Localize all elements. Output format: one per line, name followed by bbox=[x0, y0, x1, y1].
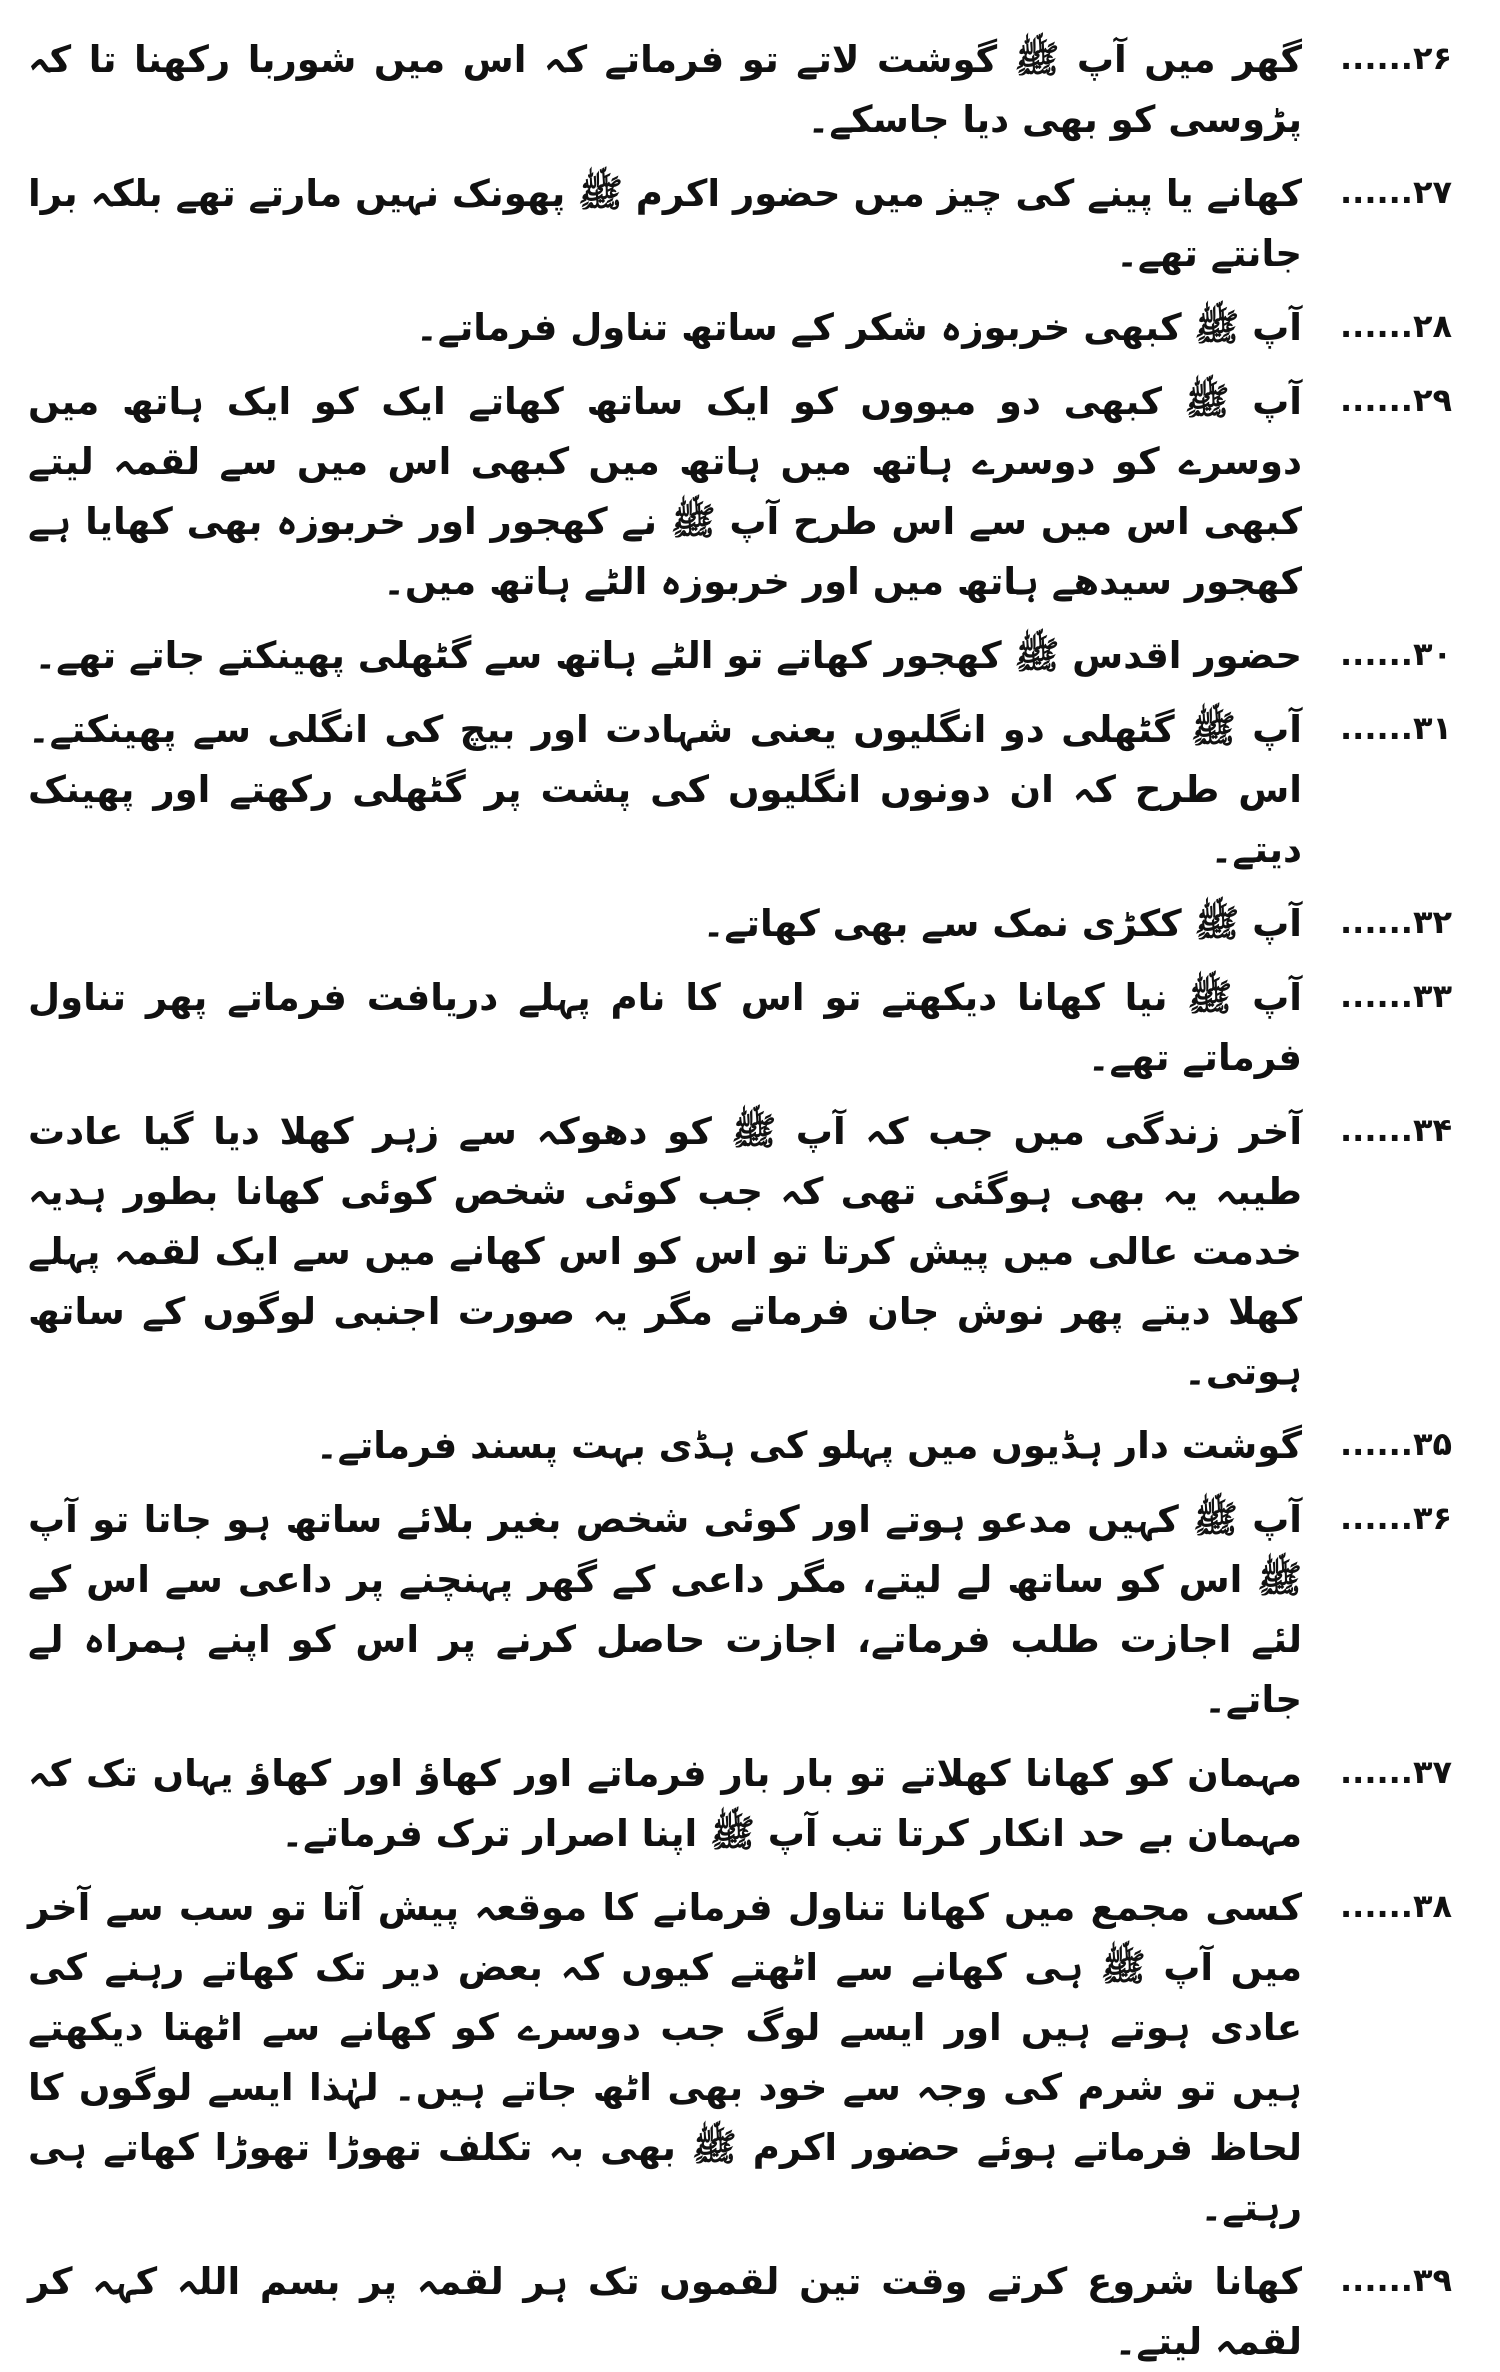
entry-number: ۳۵...... bbox=[1340, 1425, 1452, 1463]
entry-number: ۳۶...... bbox=[1340, 1499, 1452, 1537]
entry-number: ۲۶...... bbox=[1340, 39, 1452, 77]
entry-text: آپ ﷺ کبھی خربوزہ شکر کے ساتھ تناول فرماتے۔ bbox=[416, 306, 1302, 349]
entry-35 bbox=[28, 1416, 1452, 1476]
entry-30 bbox=[28, 626, 1452, 686]
entry-36 bbox=[28, 1490, 1452, 1730]
entry-text: آپ ﷺ نیا کھانا دیکھتے تو اس کا نام پہلے دریافت فرماتے پھر تناول فرماتے تھے۔ bbox=[28, 976, 1302, 1079]
entry-number: ۳۷...... bbox=[1340, 1753, 1452, 1791]
entry-27 bbox=[28, 164, 1452, 284]
entry-34 bbox=[28, 1102, 1452, 1402]
entry-number: ۳۳...... bbox=[1340, 977, 1452, 1015]
entry-number: ۳۰...... bbox=[1340, 635, 1452, 673]
entry-number: ۲۸...... bbox=[1340, 307, 1452, 345]
entry-32 bbox=[28, 894, 1452, 954]
entry-39 bbox=[28, 2252, 1452, 2372]
entry-number: ۳۲...... bbox=[1340, 903, 1452, 941]
entry-number: ۳۱...... bbox=[1340, 709, 1452, 747]
entry-31 bbox=[28, 700, 1452, 880]
entry-number: ۳۸...... bbox=[1340, 1887, 1452, 1925]
entry-text: آپ ﷺ ککڑی نمک سے بھی کھاتے۔ bbox=[702, 902, 1302, 945]
entry-26 bbox=[28, 30, 1452, 150]
entry-text: آپ ﷺ کبھی دو میووں کو ایک ساتھ کھاتے ایک کو ایک ہاتھ میں دوسرے کو دوسرے ہاتھ میں ہاتھ میں کبھی اس میں سے لقمہ لیتے کبھی اس میں سے اس طرح آپ ﷺ نے کھجور اور خربوزہ بھی کھایا ہے کھجور سیدھے ہاتھ میں اور خربوزہ الٹے ہاتھ میں۔ bbox=[28, 380, 1302, 603]
entry-number: ۲۹...... bbox=[1340, 381, 1452, 419]
entry-text: کھانا شروع کرتے وقت تین لقموں تک ہر لقمہ پر بسم اللہ کہہ کر لقمہ لیتے۔ bbox=[28, 2260, 1302, 2363]
entry-text: کسی مجمع میں کھانا تناول فرمانے کا موقعہ پیش آتا تو سب سے آخر میں آپ ﷺ ہی کھانے سے اٹھتے کیوں کہ بعض دیر تک کھاتے رہنے کی عادی ہوتے ہیں اور ایسے لوگ جب دوسرے کو کھانے سے اٹھتا دیکھتے ہیں تو شرم کی وجہ سے خود بھی اٹھ جاتے ہیں۔ لہٰذا ایسے لوگوں کا لحاظ فرماتے ہوئے حضور اکرم ﷺ بھی بہ تکلف تھوڑا تھوڑا کھاتے ہی رہتے۔ bbox=[28, 1886, 1302, 2229]
entry-29 bbox=[28, 372, 1452, 612]
entry-33 bbox=[28, 968, 1452, 1088]
entry-text: کھانے یا پینے کی چیز میں حضور اکرم ﷺ پھونک نہیں مارتے تھے بلکہ برا جانتے تھے۔ bbox=[28, 172, 1302, 275]
entry-37 bbox=[28, 1744, 1452, 1864]
entry-38 bbox=[28, 1878, 1452, 2238]
entry-number: ۲۷...... bbox=[1340, 173, 1452, 211]
entry-text: حضور اقدس ﷺ کھجور کھاتے تو الٹے ہاتھ سے گٹھلی پھینکتے جاتے تھے۔ bbox=[34, 634, 1302, 677]
entry-text: مہمان کو کھانا کھلاتے تو بار بار فرماتے اور کھاؤ اور کھاؤ یہاں تک کہ مہمان بے حد انکار کرتا تب آپ ﷺ اپنا اصرار ترک فرماتے۔ bbox=[28, 1752, 1302, 1855]
entry-text: گھر میں آپ ﷺ گوشت لاتے تو فرماتے کہ اس میں شوربا رکھنا تا کہ پڑوسی کو بھی دیا جاسکے۔ bbox=[28, 38, 1302, 141]
entry-text: گوشت دار ہڈیوں میں پہلو کی ہڈی بہت پسند فرماتے۔ bbox=[315, 1424, 1302, 1467]
entry-text: آخر زندگی میں جب کہ آپ ﷺ کو دھوکہ سے زہر کھلا دیا گیا عادت طیبہ یہ بھی ہوگئی تھی کہ جب کوئی شخص کوئی کھانا بطور ہدیہ خدمت عالی میں پیش کرتا تو اس کو اس کھانے میں سے ایک لقمہ پہلے کھلا دیتے پھر نوش جان فرماتے مگر یہ صورت اجنبی لوگوں کے ساتھ ہوتی۔ bbox=[28, 1110, 1302, 1393]
entry-text: آپ ﷺ کہیں مدعو ہوتے اور کوئی شخص بغیر بلائے ساتھ ہو جاتا تو آپ ﷺ اس کو ساتھ لے لیتے، مگر داعی کے گھر پہنچنے پر داعی سے اس کے لئے اجازت طلب فرماتے، اجازت حاصل کرنے پر اس کو اپنے ہمراہ لے جاتے۔ bbox=[28, 1498, 1302, 1721]
entry-number: ۳۴...... bbox=[1340, 1111, 1452, 1149]
entry-text: آپ ﷺ گٹھلی دو انگلیوں یعنی شہادت اور بیچ کی انگلی سے پھینکتے۔ اس طرح کہ ان دونوں انگلیوں کی پشت پر گٹھلی رکھتے اور پھینک دیتے۔ bbox=[28, 708, 1302, 871]
entry-number: ۳۹...... bbox=[1340, 2261, 1452, 2299]
entry-28 bbox=[28, 298, 1452, 358]
